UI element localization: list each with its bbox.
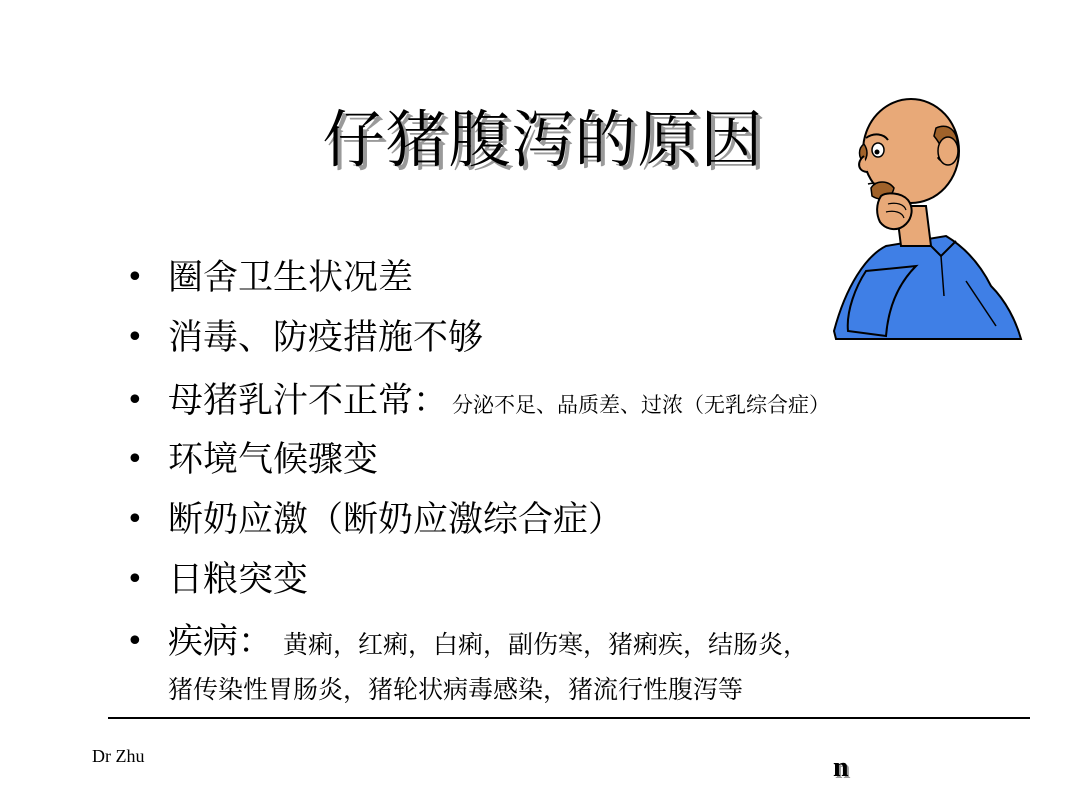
slide-title: 仔猪腹泻的原因	[322, 103, 764, 176]
bullet-text: 断奶应激（断奶应激综合症）	[168, 500, 624, 540]
bullet-item	[126, 500, 623, 540]
footer-mark: n	[833, 752, 849, 783]
bullet-item	[126, 318, 483, 358]
thinking-man-illustration	[826, 96, 1026, 346]
bullet-item	[126, 622, 808, 709]
footer-divider	[108, 717, 1030, 719]
bullet-detail-continued: 猪传染性胃肠炎，猪轮状病毒感染，猪流行性腹泻等	[168, 675, 744, 704]
bullet-text: 消毒、防疫措施不够	[168, 318, 484, 358]
bullet-text: 日粮突变	[168, 560, 309, 600]
bullet-marker: •	[126, 320, 144, 355]
bullet-text: 圈舍卫生状况差	[168, 258, 414, 298]
bullet-text: 疾病：	[168, 622, 274, 662]
bullet-detail: 分泌不足、品质差、过浓（无乳综合症）	[452, 393, 831, 417]
bullet-marker: •	[126, 260, 144, 295]
bullet-text: 母猪乳汁不正常：	[168, 381, 449, 421]
bullet-item	[126, 440, 378, 480]
bullet-marker: •	[126, 442, 144, 477]
footer-author: Dr Zhu	[92, 746, 145, 766]
bullet-marker: •	[126, 383, 144, 418]
bullet-item	[126, 258, 413, 298]
bullet-marker: •	[126, 562, 144, 597]
bullet-item	[126, 381, 830, 425]
bullet-detail: 黄痢，红痢，白痢，副伤寒，猪痢疾，结肠炎，	[283, 630, 809, 659]
bullet-item	[126, 560, 308, 600]
bullet-text: 环境气候骤变	[168, 440, 379, 480]
bullet-marker: •	[126, 502, 144, 537]
bullet-marker: •	[126, 624, 144, 659]
